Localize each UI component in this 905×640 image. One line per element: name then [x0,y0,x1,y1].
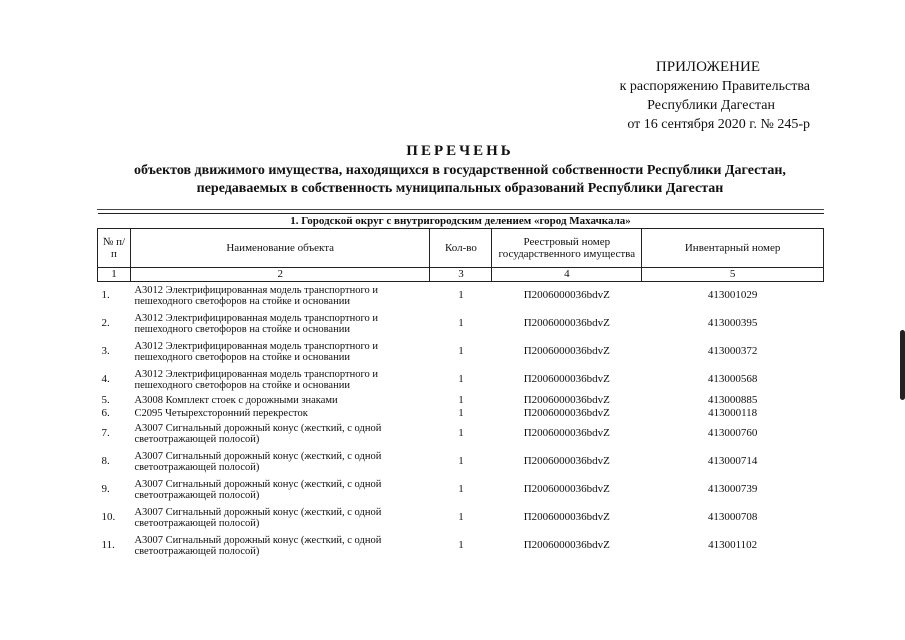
header-row [98,229,824,268]
section-title: 1. Городской округ с внутригородским делением «город Махачкала» [98,214,824,229]
object-name: А3007 Сигнальный дорожный конус (жесткий, с одной светоотражающей полосой) [134,534,382,557]
scan-edge-mark [900,330,905,400]
column-number: 4 [492,268,642,282]
appendix-block [620,58,810,134]
document-title: ПЕРЕЧЕНЬ [406,143,514,159]
table-row [98,338,824,366]
header-name: Наименование объекта [130,229,430,268]
registry-number: П2006000036bdvZ [523,317,610,329]
inventory-number: 413001029 [707,289,758,302]
quantity: 1 [458,455,464,467]
object-name: А3012 Электрифицированная модель транспортного и пешеходного светофоров на стойке и основании [134,284,379,307]
registry-number: П2006000036bdvZ [523,345,610,357]
object-name: С2095 Четырехсторонний перекресток [134,407,308,419]
object-name: А3007 Сигнальный дорожный конус (жесткий, с одной светоотражающей полосой) [134,450,382,473]
row-number: 8. [101,455,110,467]
document-subtitle-line2: передаваемых в собственность муниципальных образований Республики Дагестан [196,181,724,196]
registry-number: П2006000036bdvZ [523,373,610,385]
registry-number: П2006000036bdvZ [523,511,610,523]
quantity: 1 [458,406,464,419]
inventory-number: 413000885 [707,393,758,406]
inventory-number: 413000568 [707,373,758,385]
table-row [98,420,824,448]
object-name: А3007 Сигнальный дорожный конус (жесткий, с одной светоотражающей полосой) [134,478,382,501]
row-number: 5. [101,393,110,406]
column-number: 1 [98,268,131,282]
quantity: 1 [458,345,464,357]
inventory-number: 413000760 [707,427,758,439]
column-number: 5 [642,268,824,282]
appendix-republic-line: Республики Дагестан [647,98,775,113]
section-row [98,214,824,229]
row-number: 7. [101,427,110,439]
header-num: № п/п [98,229,131,268]
registry-number: П2006000036bdvZ [523,393,610,406]
inventory-number: 413000714 [707,455,758,467]
object-name: А3012 Электрифицированная модель транспортного и пешеходного светофоров на стойке и основании [134,312,379,335]
object-name: А3008 Комплект стоек с дорожными знаками [134,394,338,406]
inventory-number: 413000118 [708,406,758,419]
table-row [98,476,824,504]
quantity: 1 [458,317,464,329]
table-row [98,407,824,420]
quantity: 1 [458,511,464,523]
row-number: 2. [101,317,110,329]
column-number-row [98,268,824,282]
property-table [97,213,824,560]
quantity: 1 [458,289,464,302]
row-number: 9. [101,483,110,495]
quantity: 1 [458,393,464,406]
inventory-number: 413000739 [707,483,758,495]
table-row [98,394,824,407]
row-number: 1. [101,289,110,302]
row-number: 10. [101,511,116,523]
registry-number: П2006000036bdvZ [523,289,610,302]
table-row [98,310,824,338]
column-number: 2 [130,268,430,282]
table-row [98,448,824,476]
inventory-number: 413000708 [707,511,758,523]
object-name: А3012 Электрифицированная модель транспортного и пешеходного светофоров на стойке и основании [134,340,379,363]
table-row [98,532,824,560]
appendix-date-line: от 16 сентября 2020 г. № 245-р [627,117,810,132]
header-inventory-number: Инвентарный номер [642,229,824,268]
inventory-number: 413000395 [707,317,758,329]
inventory-number: 413000372 [707,345,758,357]
row-number: 3. [101,345,110,357]
column-number: 3 [430,268,492,282]
quantity: 1 [458,427,464,439]
object-name: А3012 Электрифицированная модель транспортного и пешеходного светофоров на стойке и основании [134,368,379,391]
header-registry-number: Реестровый номер государственного имущества [492,229,642,268]
table-row [98,366,824,394]
table-row [98,504,824,532]
row-number: 6. [101,406,110,419]
appendix-title: ПРИЛОЖЕНИЕ [655,59,760,75]
table-row [98,282,824,310]
row-number: 4. [101,373,110,385]
registry-number: П2006000036bdvZ [523,455,610,467]
table-top-rule [97,209,824,210]
quantity: 1 [458,483,464,495]
row-number: 11. [101,539,115,551]
header-qty: Кол-во [430,229,492,268]
object-name: А3007 Сигнальный дорожный конус (жесткий, с одной светоотражающей полосой) [134,506,382,529]
document-subtitle-line1: объектов движимого имущества, находящихся в государственной собственности Республики Дагестан, [134,163,786,178]
registry-number: П2006000036bdvZ [523,427,610,439]
quantity: 1 [458,539,464,551]
registry-number: П2006000036bdvZ [523,483,610,495]
appendix-decree-line: к распоряжению Правительства [619,79,810,94]
object-name: А3007 Сигнальный дорожный конус (жесткий, с одной светоотражающей полосой) [134,422,382,445]
registry-number: П2006000036bdvZ [523,539,610,551]
registry-number: П2006000036bdvZ [523,406,610,419]
inventory-number: 413001102 [708,539,758,551]
quantity: 1 [458,373,464,385]
